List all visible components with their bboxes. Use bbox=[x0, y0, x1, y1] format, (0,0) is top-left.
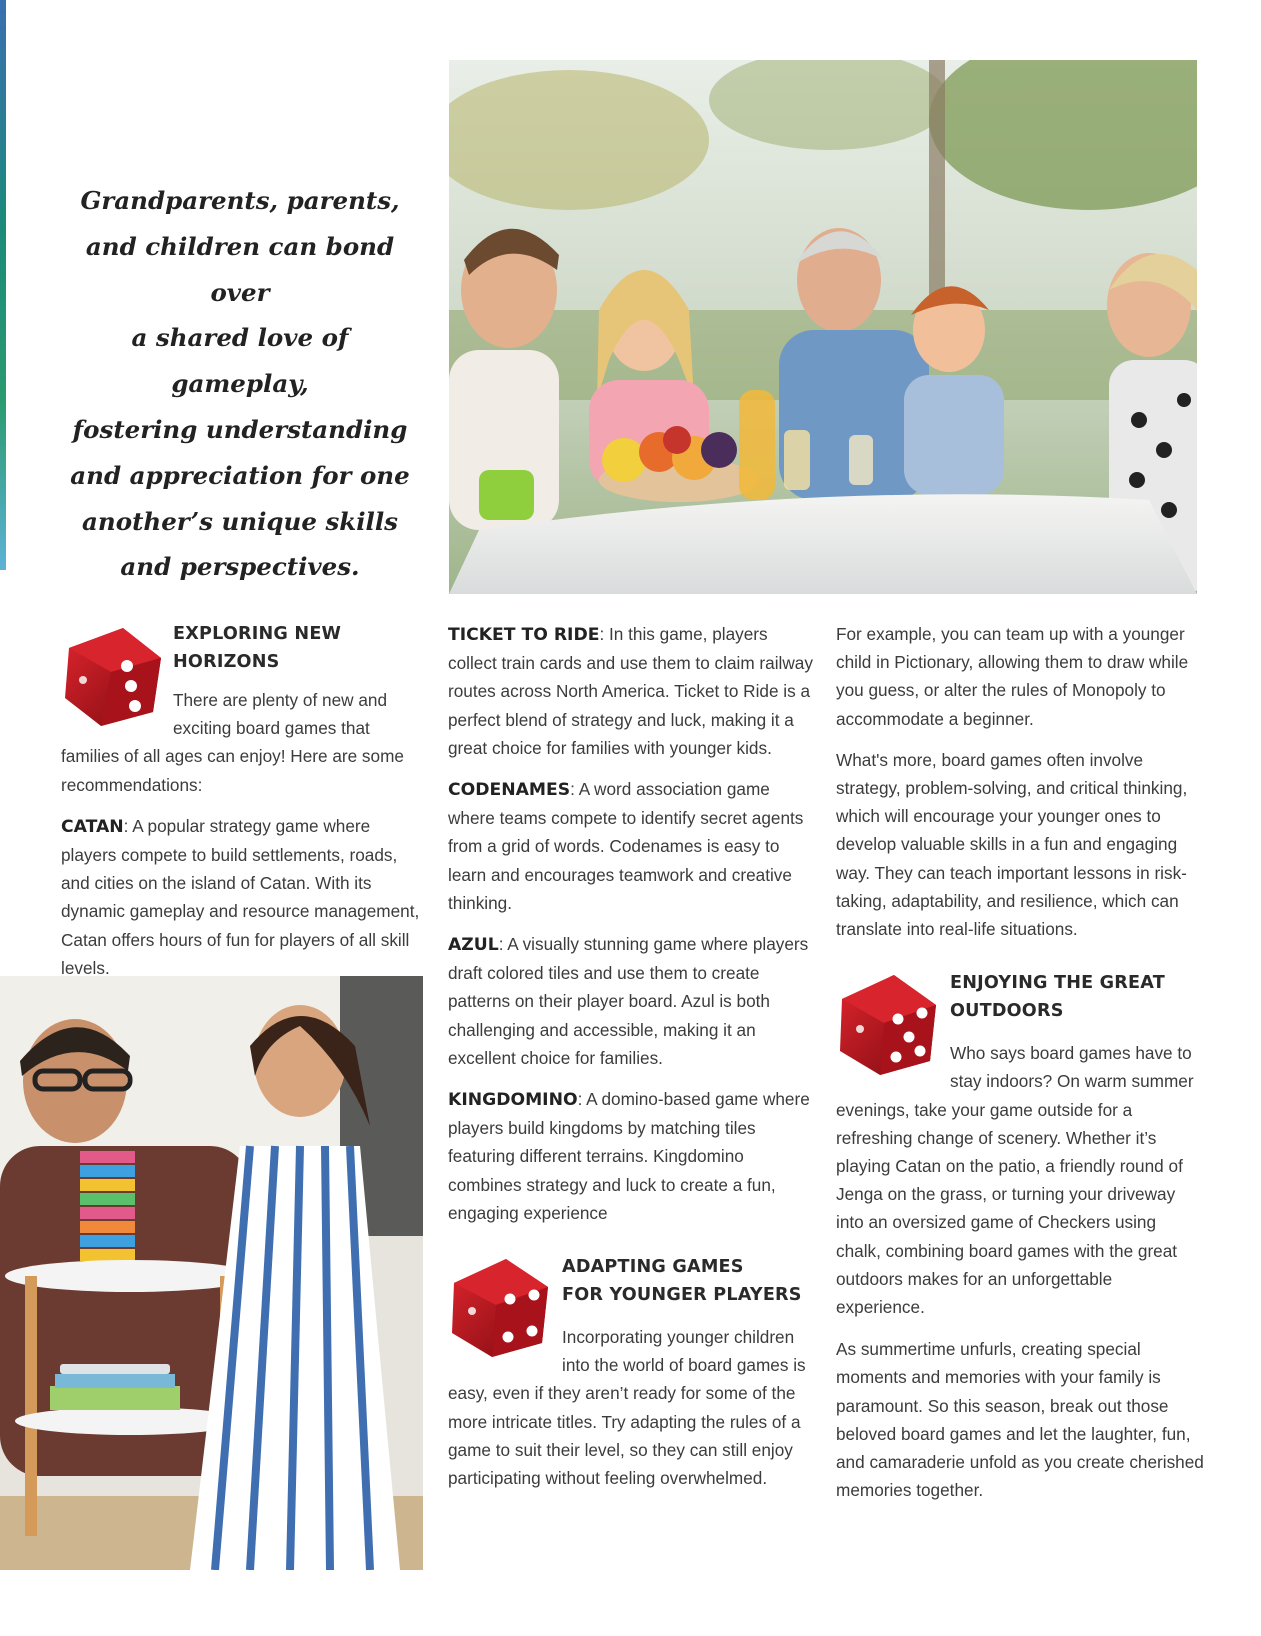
exploring-intro: There are plenty of new and exciting board games that families of all ages can enjoy! Here are some recommendations: bbox=[61, 690, 404, 795]
closing-paragraph: As summertime unfurls, creating special moments and memories with your family is paramount. So this season, break out those beloved board games and let the laughter, fun, and camaraderie unfold as you create cherished memories together. bbox=[836, 1339, 1204, 1501]
kingdomino-term: KINGDOMINO bbox=[448, 1090, 578, 1111]
quote-line: another’s unique skills bbox=[82, 506, 398, 536]
quote-line: Grandparents, parents, bbox=[80, 186, 400, 215]
example-paragraph: For example, you can team up with a younger child in Pictionary, allowing them to draw while you guess, or alter the rules of Monopoly to accommodate a beginner. bbox=[836, 624, 1189, 729]
catan-term: CATAN bbox=[61, 816, 124, 837]
adapting-body: Incorporating younger children into the world of board games is easy, even if they aren’t ready for some of the more intricate titles. Try adapting the rules of a game to suit their level, so they can still enjoy participating without feeling overwhelmed. bbox=[448, 1327, 806, 1489]
quote-line: a shared love of gameplay, bbox=[131, 323, 349, 399]
azul-paragraph bbox=[448, 930, 818, 1072]
dice-icon bbox=[836, 969, 940, 1079]
catan-paragraph bbox=[61, 812, 425, 982]
column-2 bbox=[448, 620, 818, 1492]
codenames-term: CODENAMES bbox=[448, 780, 571, 801]
dice-icon bbox=[61, 620, 167, 730]
ticket-term: TICKET TO RIDE bbox=[448, 625, 600, 645]
outdoors-section bbox=[836, 969, 1204, 1321]
adapting-heading-line1: ADAPTING GAMES bbox=[562, 1257, 744, 1278]
catan-text: : A popular strategy game where players compete to build settlements, roads, and cities on the island of Catan. With its dynamic gameplay and resource management, Catan offers hours of fun for players of all skill levels. bbox=[61, 815, 420, 978]
codenames-paragraph bbox=[448, 775, 818, 917]
adapting-section bbox=[448, 1253, 818, 1492]
quote-line: and perspectives. bbox=[120, 552, 360, 582]
azul-term: AZUL bbox=[448, 935, 499, 956]
outdoors-heading-line2: OUTDOORS bbox=[950, 1001, 1064, 1022]
codenames-text: : A word association game where teams compete to identify secret agents from a grid of words. Codenames is easy to learn and encourages teamwork and creative thinking. bbox=[448, 779, 804, 913]
family-table-photo bbox=[449, 60, 1197, 594]
kingdomino-text: : A domino-based game where players build kingdoms by matching tiles featuring different terrains. Kingdomino combines strategy and luck to create a fun, engaging experience bbox=[448, 1089, 810, 1223]
exploring-section bbox=[61, 620, 425, 799]
page-edge-strip bbox=[0, 0, 6, 570]
adapting-heading-line2: FOR YOUNGER PLAYERS bbox=[562, 1285, 802, 1306]
quote-line: fostering understanding bbox=[72, 414, 408, 444]
skills-paragraph: What's more, board games often involve strategy, problem-solving, and critical thinking, which will encourage your younger ones to develop valuable skills in a fun and engaging way. They can teach important lessons in risk-taking, adaptability, and resilience, which can translate into real-life situations. bbox=[836, 749, 1188, 940]
kingdomino-paragraph bbox=[448, 1085, 818, 1227]
outdoors-heading-line1: ENJOYING THE GREAT bbox=[950, 973, 1165, 994]
quote-line: and children can bond over bbox=[85, 231, 395, 307]
exploring-heading: EXPLORING NEW HORIZONS bbox=[173, 624, 342, 672]
jenga-play-photo bbox=[0, 976, 423, 1570]
azul-text: : A visually stunning game where players draft colored tiles and use them to create patterns on their player board. Azul is both challenging and accessible, making it an excellent choice for families. bbox=[448, 934, 809, 1068]
quote-line: and appreciation for one bbox=[70, 460, 410, 490]
column-3 bbox=[836, 620, 1204, 1517]
pull-quote bbox=[60, 178, 420, 590]
ticket-text: : In this game, players collect train cards and use them to claim railway routes across North America. Ticket to Ride is a perfect blend of strategy and luck, making it a great choice for families with younger kids. bbox=[448, 624, 813, 758]
dice-icon bbox=[448, 1253, 552, 1361]
ticket-paragraph bbox=[448, 620, 818, 762]
column-1 bbox=[61, 620, 425, 995]
outdoors-body: Who says board games have to stay indoors? On warm summer evenings, take your game outside for a refreshing change of scenery. Whether it’s playing Catan on the patio, a friendly round of Jenga on the grass, or turning your driveway into an oversized game of Checkers using chalk, combining board games with the great outdoors makes for an unforgettable experience. bbox=[836, 1043, 1194, 1318]
